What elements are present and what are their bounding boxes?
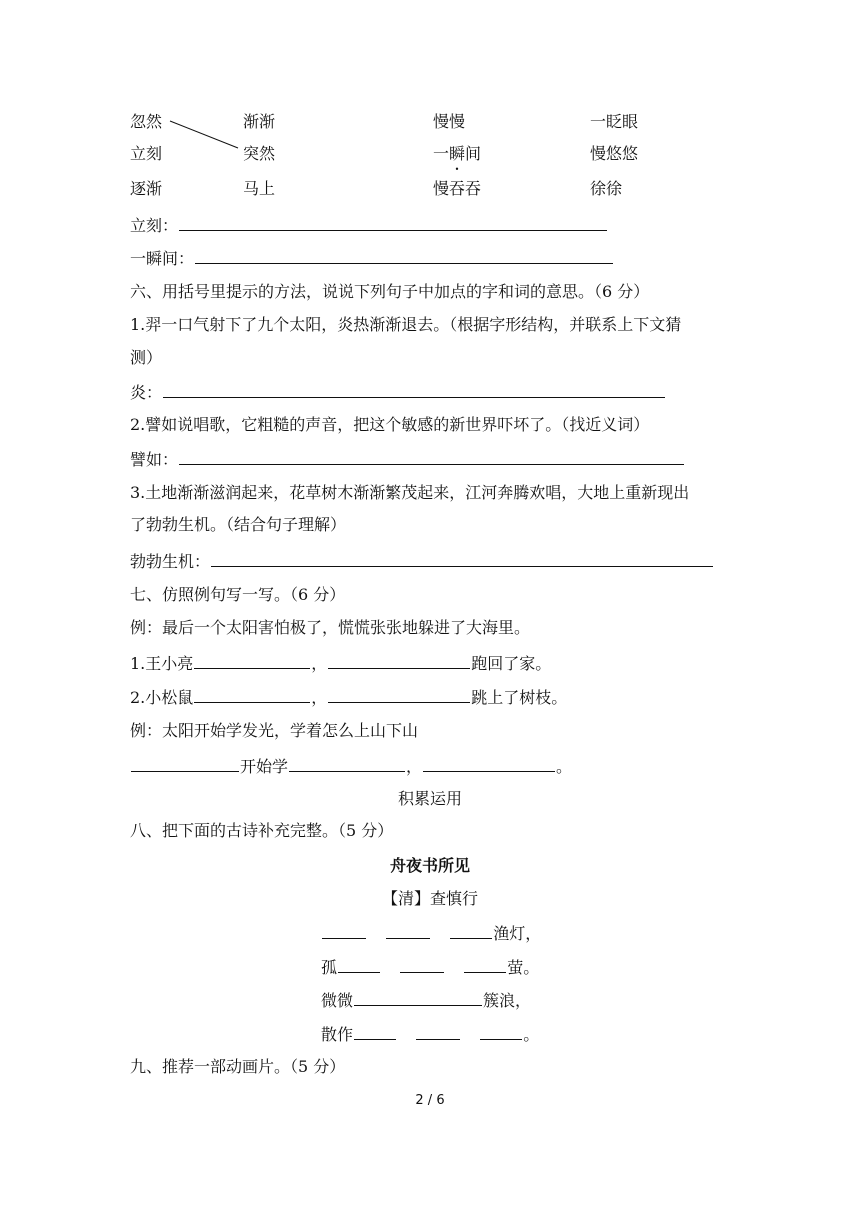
section-title: 积累运用 bbox=[397, 789, 462, 808]
answer-blank[interactable] bbox=[328, 686, 470, 703]
answer-blank[interactable] bbox=[131, 755, 239, 772]
match-word: 立刻 bbox=[130, 144, 163, 163]
answer-blank[interactable] bbox=[179, 448, 684, 465]
poem-text: 萤。 bbox=[507, 958, 540, 977]
poem-text: 散作 bbox=[321, 1025, 354, 1044]
poem-line-1 bbox=[321, 922, 541, 945]
item-text: ， bbox=[311, 654, 328, 673]
poem-text: 微微 bbox=[321, 991, 354, 1010]
poem-text: 。 bbox=[523, 1025, 540, 1044]
answer-blank[interactable] bbox=[354, 1023, 396, 1040]
answer-blank[interactable] bbox=[163, 381, 665, 398]
match-word: 慢悠悠 bbox=[590, 144, 639, 163]
fill-label: 一瞬间： bbox=[130, 249, 195, 268]
q7-heading: 七、仿照例句写一写。（6 分） bbox=[130, 585, 346, 604]
fill-label: 勃勃生机： bbox=[130, 552, 211, 571]
answer-blank[interactable] bbox=[328, 652, 470, 669]
fill-row-1 bbox=[130, 214, 608, 237]
answer-blank[interactable] bbox=[480, 1023, 522, 1040]
item-text: 。 bbox=[556, 757, 573, 776]
q6-sentence-1-cont: 测） bbox=[130, 348, 163, 367]
poem-author: 【清】查慎行 bbox=[381, 889, 478, 908]
answer-blank[interactable] bbox=[416, 1023, 460, 1040]
fill-label: 譬如： bbox=[130, 450, 179, 469]
poem-text: 渔灯， bbox=[493, 924, 542, 943]
match-word: 徐徐 bbox=[590, 179, 623, 198]
match-word: 马上 bbox=[243, 179, 276, 198]
q7-item-2 bbox=[130, 686, 567, 709]
q6-sentence-2: 2.譬如说唱歌，它粗糙的声音，把这个敏感的新世界吓坏了。（找近义词） bbox=[130, 415, 650, 434]
page-number: 2 / 6 bbox=[415, 1093, 445, 1108]
answer-blank[interactable] bbox=[211, 550, 713, 567]
poem-line-2 bbox=[321, 956, 539, 979]
poem-line-4 bbox=[321, 1023, 539, 1046]
q7-item-1 bbox=[130, 652, 551, 675]
fill-row-2 bbox=[130, 247, 614, 270]
match-word-dotted bbox=[433, 143, 481, 165]
answer-blank[interactable] bbox=[194, 652, 310, 669]
item-text: ， bbox=[406, 757, 423, 776]
dotted-text: 一瞬间 bbox=[433, 144, 482, 163]
item-text: ， bbox=[311, 688, 328, 707]
answer-blank[interactable] bbox=[338, 956, 380, 973]
answer-blank[interactable] bbox=[386, 922, 430, 939]
answer-blank[interactable] bbox=[322, 922, 366, 939]
q7-example-2: 例：太阳开始学发光，学着怎么上山下山 bbox=[130, 721, 419, 740]
item-text: 跳上了树枝。 bbox=[471, 688, 568, 707]
answer-blank[interactable] bbox=[464, 956, 506, 973]
item-text: 2.小松鼠 bbox=[130, 688, 194, 707]
match-word: 逐渐 bbox=[130, 179, 163, 198]
answer-blank[interactable] bbox=[194, 686, 310, 703]
q9-heading: 九、推荐一部动画片。（5 分） bbox=[130, 1057, 346, 1076]
answer-blank[interactable] bbox=[450, 922, 492, 939]
match-word: 慢慢 bbox=[433, 112, 466, 131]
q6-sentence-3: 3.土地渐渐滋润起来，花草树木渐渐繁茂起来，江河奔腾欢唱，大地上重新现出 bbox=[130, 483, 690, 502]
item-text: 跑回了家。 bbox=[471, 654, 552, 673]
fill-label: 炎： bbox=[130, 383, 163, 402]
q8-heading: 八、把下面的古诗补充完整。（5 分） bbox=[130, 821, 394, 840]
match-word: 突然 bbox=[243, 144, 276, 163]
match-word: 一眨眼 bbox=[590, 112, 639, 131]
q7-example-1: 例：最后一个太阳害怕极了，慌慌张张地躲进了大海里。 bbox=[130, 618, 531, 637]
q6-answer-row-2 bbox=[130, 448, 685, 471]
poem-text: 簇浪， bbox=[483, 991, 532, 1010]
poem-text: 孤 bbox=[321, 958, 338, 977]
q6-sentence-3-cont: 了勃勃生机。（结合句子理解） bbox=[130, 515, 347, 534]
match-word: 渐渐 bbox=[243, 112, 276, 131]
q6-answer-row-1 bbox=[130, 381, 666, 404]
match-word: 忽然 bbox=[130, 112, 163, 131]
answer-blank[interactable] bbox=[195, 247, 613, 264]
answer-blank[interactable] bbox=[400, 956, 444, 973]
answer-blank[interactable] bbox=[289, 755, 405, 772]
q7-item-3 bbox=[130, 755, 572, 778]
match-word: 慢吞吞 bbox=[433, 179, 482, 198]
poem-line-3 bbox=[321, 989, 531, 1012]
answer-blank[interactable] bbox=[179, 214, 607, 231]
item-text: 1.王小亮 bbox=[130, 654, 194, 673]
q6-sentence-1: 1.羿一口气射下了九个太阳，炎热渐渐退去。（根据字形结构，并联系上下文猜 bbox=[130, 315, 682, 334]
fill-label: 立刻： bbox=[130, 216, 179, 235]
poem-title: 舟夜书所见 bbox=[389, 856, 470, 875]
q6-answer-row-3 bbox=[130, 550, 714, 573]
answer-blank[interactable] bbox=[354, 989, 482, 1006]
answer-blank[interactable] bbox=[423, 755, 555, 772]
item-text: 开始学 bbox=[240, 757, 289, 776]
q6-heading: 六、用括号里提示的方法，说说下列句子中加点的字和词的意思。（6 分） bbox=[130, 282, 650, 301]
